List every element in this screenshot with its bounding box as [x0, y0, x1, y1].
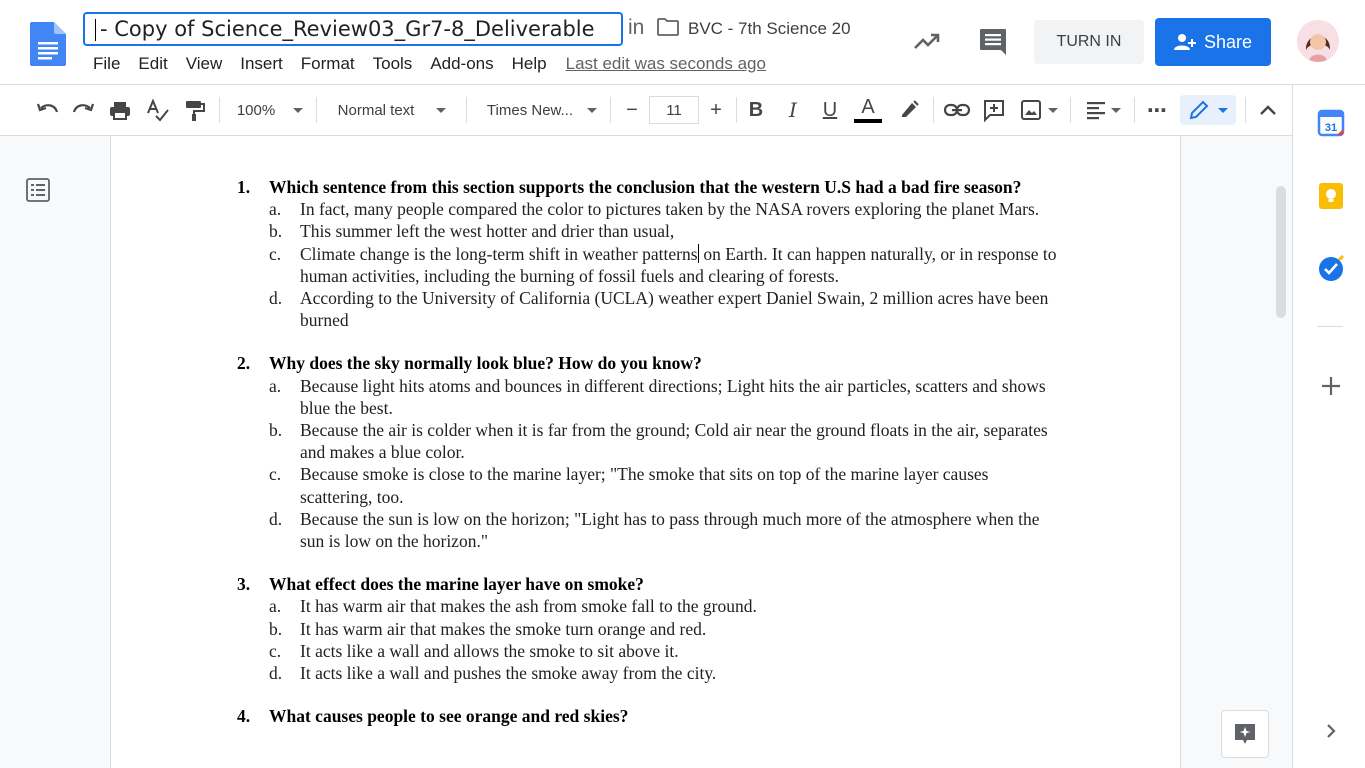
answer-item: d. According to the University of California (UCLA) weather expert Daniel Swain, 2 million acres have been burned: [269, 288, 1049, 331]
text-color-glyph: A: [861, 96, 875, 118]
turn-in-button[interactable]: TURN IN: [1034, 20, 1144, 64]
menu-file[interactable]: File: [93, 54, 121, 73]
document-outline-icon[interactable]: [26, 178, 50, 202]
doc-title-input[interactable]: [83, 12, 623, 46]
question-text: 3. What effect does the marine layer have on smoke?: [237, 574, 644, 595]
align-select[interactable]: [1081, 95, 1125, 125]
italic-button[interactable]: I: [789, 98, 797, 122]
folder-name-link[interactable]: BVC - 7th Science 20: [688, 19, 851, 38]
question-2: [237, 352, 1057, 552]
title-caret: [95, 19, 96, 41]
document-canvas: [0, 136, 1292, 768]
paragraph-style-select[interactable]: [326, 95, 458, 125]
answer-item: b. Because the air is colder when it is far from the ground; Cold air near the ground floats in the air, separates and makes a blue color.: [269, 420, 1048, 463]
question-number: 1.: [237, 177, 251, 197]
answer-item: d. Because the sun is low on the horizon; "Light has to pass through much more of the atmosphere when the sun is low on the horizon.": [269, 508, 1040, 552]
answer-item: a. It has warm air that makes the ash from smoke fall to the ground.: [269, 596, 757, 617]
font-size-input[interactable]: 11: [649, 96, 699, 124]
format-toolbar: [0, 85, 1292, 136]
paragraph-style-value: Normal text: [337, 101, 415, 119]
doc-title-text: - Copy of Science_Review03_Gr7-8_Deliverable: [100, 17, 595, 41]
chevron-up-icon[interactable]: [1254, 95, 1282, 125]
explore-icon: [1233, 722, 1257, 746]
question-3: [237, 573, 1057, 684]
menu-insert[interactable]: Insert: [240, 54, 283, 73]
keep-icon[interactable]: [1317, 182, 1345, 210]
share-label: Share: [1203, 31, 1253, 52]
add-comment-icon[interactable]: [980, 95, 1008, 125]
calendar-icon[interactable]: [1317, 109, 1345, 137]
decrease-font-size-button[interactable]: −: [626, 98, 638, 121]
answer-item: c. It acts like a wall and allows the smoke to sit above it.: [269, 640, 679, 661]
vertical-scrollbar[interactable]: [1276, 186, 1286, 318]
question-number: 3.: [237, 574, 251, 595]
align-left-icon: [1085, 100, 1107, 120]
add-addon-icon[interactable]: [1317, 372, 1345, 400]
chevron-down-icon: [587, 108, 597, 113]
user-avatar[interactable]: [1297, 20, 1339, 62]
menu-view[interactable]: View: [185, 54, 223, 73]
explore-button[interactable]: [1221, 710, 1269, 758]
chevron-down-icon: [293, 108, 303, 113]
menu-help[interactable]: Help: [511, 54, 547, 73]
question-1: [237, 176, 1057, 331]
text-color-button[interactable]: [853, 95, 883, 125]
chevron-down-icon: [436, 108, 446, 113]
font-family-value: Times New...: [486, 101, 574, 119]
question-text: 4. What causes people to see orange and red skies?: [237, 706, 629, 727]
question-number: 4.: [237, 706, 251, 727]
share-person-icon: [1174, 33, 1196, 51]
undo-icon[interactable]: [33, 95, 61, 125]
menu-format[interactable]: Format: [300, 54, 355, 73]
image-icon: [1020, 99, 1042, 121]
docs-logo-icon[interactable]: [30, 22, 66, 66]
highlight-color-icon[interactable]: [894, 95, 922, 125]
folder-icon[interactable]: [657, 18, 679, 36]
tasks-icon[interactable]: [1317, 255, 1345, 283]
chevron-down-icon: [1048, 108, 1058, 113]
insert-link-icon[interactable]: [942, 95, 972, 125]
zoom-select[interactable]: [230, 95, 310, 125]
document-body[interactable]: [237, 176, 1057, 748]
side-panel-divider: [1317, 326, 1343, 327]
share-button[interactable]: [1155, 18, 1271, 66]
underline-button[interactable]: U: [822, 98, 838, 121]
activity-dashboard-icon[interactable]: [910, 24, 944, 58]
answer-item: c. Climate change is the long-term shift in weather patterns on Earth. It can happen naturally, or in response to human activities, including the burning of fossil fuels and clearing of forests.: [269, 243, 1057, 286]
zoom-value: 100%: [236, 101, 276, 119]
answer-item: d. It acts like a wall and pushes the smoke away from the city.: [269, 663, 717, 684]
editing-mode-select[interactable]: [1180, 95, 1236, 125]
menu-tools[interactable]: Tools: [372, 54, 413, 73]
in-label: in: [628, 16, 645, 39]
question-text: 1. Which sentence from this section supports the conclusion that the western U.S had a bad fire season?: [237, 177, 1022, 197]
answer-item: a. Because light hits atoms and bounces in different directions; Light hits the air particles, scatters and shows blue the best.: [269, 375, 1046, 418]
comments-icon[interactable]: [976, 24, 1010, 58]
menu-addons[interactable]: Add-ons: [430, 54, 494, 73]
paint-format-icon[interactable]: [180, 95, 208, 125]
bold-button[interactable]: B: [748, 98, 764, 121]
font-family-select[interactable]: [477, 95, 607, 125]
question-number: 2.: [237, 353, 251, 374]
answer-item: c. Because smoke is close to the marine layer; "The smoke that sits on top of the marine layer causes scattering, too.: [269, 464, 989, 507]
calendar-day: 31: [1324, 122, 1338, 134]
header: [0, 0, 1365, 85]
increase-font-size-button[interactable]: +: [710, 98, 722, 121]
chevron-right-icon[interactable]: [1317, 717, 1345, 745]
redo-icon[interactable]: [70, 95, 98, 125]
more-options-button[interactable]: ⋯: [1147, 99, 1167, 122]
answer-item: b. This summer left the west hotter and drier than usual,: [269, 221, 675, 242]
chevron-down-icon: [1218, 108, 1228, 113]
text-color-swatch: [854, 119, 882, 123]
spellcheck-icon[interactable]: [143, 95, 171, 125]
answer-item: a. In fact, many people compared the color to pictures taken by the NASA rovers exploring the planet Mars.: [269, 199, 1040, 220]
chevron-down-icon: [1111, 108, 1121, 113]
last-edit-link[interactable]: Last edit was seconds ago: [565, 54, 766, 73]
pencil-icon: [1188, 99, 1210, 121]
print-icon[interactable]: [106, 95, 134, 125]
question-4: [237, 705, 1057, 727]
insert-image-button[interactable]: [1017, 95, 1061, 125]
menu-edit[interactable]: Edit: [138, 54, 168, 73]
menu-bar: [84, 52, 766, 76]
side-panel: [1292, 85, 1365, 768]
question-text: 2. Why does the sky normally look blue? How do you know?: [237, 353, 702, 374]
document-page[interactable]: [110, 136, 1181, 768]
answer-item: b. It has warm air that makes the smoke turn orange and red.: [269, 618, 707, 639]
